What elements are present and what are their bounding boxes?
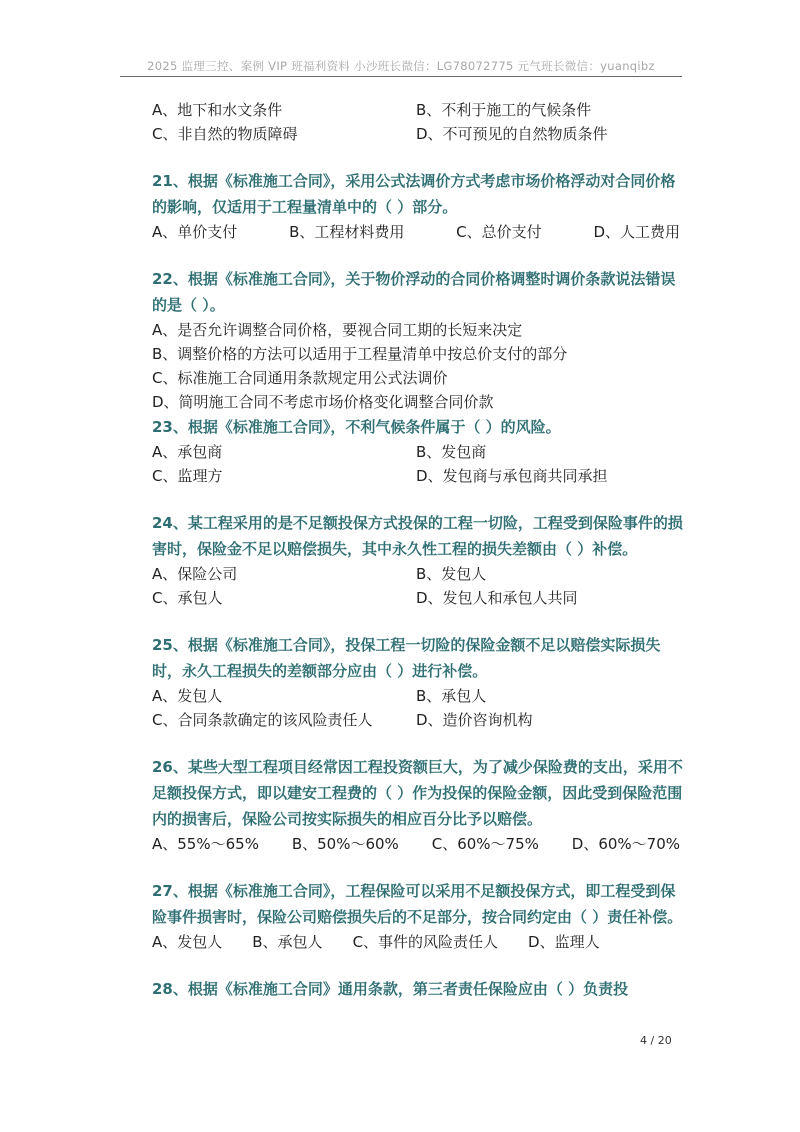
option-a: A、单价支付 <box>152 223 238 241</box>
option-d: D、监理人 <box>528 933 600 951</box>
question-27-options <box>152 930 680 954</box>
page-header: 2025 监理三控、案例 VIP 班福利资料 小沙班长微信：LG78072775 元气班长微信：yuanqibz <box>147 59 655 73</box>
header-rule <box>120 76 682 77</box>
question-24-options <box>152 562 684 610</box>
question-27: 27、根据《标准施工合同》，工程保险可以采用不足额投保方式，即工程受到保险事件损害时，保险公司赔偿损失后的不足部分，按合同约定由（ ）责任补偿。 <box>152 882 683 926</box>
option-a: A、发包人 <box>152 687 223 705</box>
option-a: A、发包人 <box>152 933 223 951</box>
option-d: D、简明施工合同不考虑市场价格变化调整合同价款 <box>152 393 494 411</box>
option-b: B、不利于施工的气候条件 <box>416 101 592 119</box>
option-c: C、60%～75% <box>431 835 539 853</box>
option-d: D、发包人和承包人共同 <box>416 589 578 607</box>
option-b: B、调整价格的方法可以适用于工程量清单中按总价支付的部分 <box>152 345 568 363</box>
question-22: 22、根据《标准施工合同》，关于物价浮动的合同价格调整时调价条款说法错误的是（ ）。 <box>152 270 676 314</box>
question-24: 24、某工程采用的是不足额投保方式投保的工程一切险，工程受到保险事件的损害时，保险金不足以赔偿损失，其中永久性工程的损失差额由（ ）补偿。 <box>152 514 683 558</box>
option-d: D、发包商与承包商共同承担 <box>416 467 608 485</box>
question-25: 25、根据《标准施工合同》，投保工程一切险的保险金额不足以赔偿实际损失时，永久工程损失的差额部分应由（ ）进行补偿。 <box>152 636 661 680</box>
option-b: B、发包人 <box>416 565 487 583</box>
option-a: A、55%～65% <box>152 835 259 853</box>
option-a: A、地下和水文条件 <box>152 101 283 119</box>
question-23: 23、根据《标准施工合同》，不利气候条件属于（ ）的风险。 <box>152 418 561 436</box>
option-c: C、标准施工合同通用条款规定用公式法调价 <box>152 369 448 387</box>
option-d: D、不可预见的自然物质条件 <box>416 125 608 143</box>
option-c: C、非自然的物质障碍 <box>152 125 298 143</box>
page-number: 4 / 20 <box>640 1034 672 1047</box>
option-c: C、监理方 <box>152 467 223 485</box>
option-b: B、承包人 <box>416 687 487 705</box>
question-28: 28、根据《标准施工合同》通用条款，第三者责任保险应由（ ）负责投 <box>152 980 629 998</box>
option-c: C、总价支付 <box>456 223 542 241</box>
option-c: C、事件的风险责任人 <box>352 933 499 951</box>
option-b: B、承包人 <box>252 933 323 951</box>
prev-question-options <box>152 98 684 146</box>
option-d: D、60%～70% <box>571 835 680 853</box>
question-26-options <box>152 832 680 856</box>
option-a: A、承包商 <box>152 443 223 461</box>
option-a: A、保险公司 <box>152 565 238 583</box>
option-b: B、发包商 <box>416 443 487 461</box>
option-d: D、造价咨询机构 <box>416 711 533 729</box>
question-22-options <box>152 318 684 414</box>
option-c: C、承包人 <box>152 589 223 607</box>
option-b: B、50%～60% <box>291 835 399 853</box>
question-23-options <box>152 440 684 488</box>
question-21: 21、根据《标准施工合同》，采用公式法调价方式考虑市场价格浮动对合同价格的影响，仅适用于工程量清单中的（ ）部分。 <box>152 172 676 216</box>
document-body <box>152 98 684 1002</box>
option-d: D、人工费用 <box>593 223 680 241</box>
option-a: A、是否允许调整合同价格，要视合同工期的长短来决定 <box>152 321 523 339</box>
question-21-options <box>152 220 680 244</box>
option-c: C、合同条款确定的该风险责任人 <box>152 711 373 729</box>
question-25-options <box>152 684 684 732</box>
option-b: B、工程材料费用 <box>289 223 405 241</box>
question-26: 26、某些大型工程项目经常因工程投资额巨大，为了减少保险费的支出，采用不足额投保方式，即以建安工程费的（ ）作为投保的保险金额，因此受到保险范围内的损害后，保险公司按实际损失的相应百分比予以赔偿。 <box>152 758 683 828</box>
